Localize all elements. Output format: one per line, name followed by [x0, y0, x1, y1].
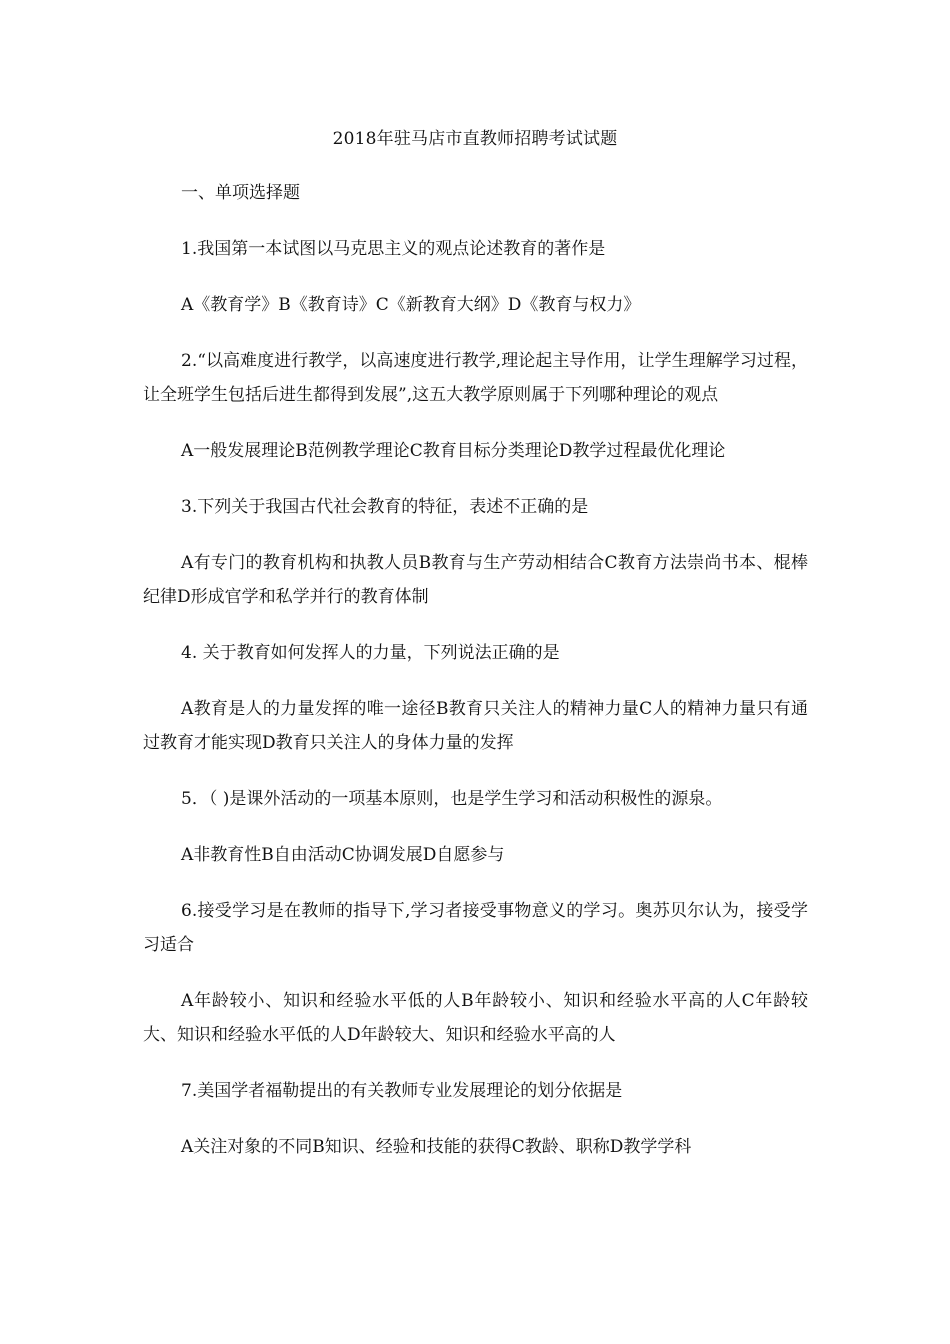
question-2: 2.“以高难度进行教学，以高速度进行教学,理论起主导作用，让学生理解学习过程，让全班学生包括后进生都得到发展”,这五大教学原则属于下列哪种理论的观点 — [143, 351, 808, 405]
options-6: A年龄较小、知识和经验水平低的人B年龄较小、知识和经验水平高的人C年龄较大、知识和经验水平低的人D年龄较大、知识和经验水平高的人 — [143, 991, 808, 1045]
document-title: 2018年驻马店市直教师招聘考试试题 — [332, 129, 618, 149]
options-5: A非教育性B自由活动C协调发展D自愿参与 — [181, 845, 505, 865]
options-1: A《教育学》B《教育诗》C《新教育大纲》D《教育与权力》 — [181, 295, 641, 315]
options-3: A有专门的教育机构和执教人员B教育与生产劳动相结合C教育方法崇尚书本、棍棒纪律D形成官学和私学并行的教育体制 — [143, 553, 808, 607]
question-7: 7.美国学者福勒提出的有关教师专业发展理论的划分依据是 — [181, 1081, 623, 1101]
options-4: A教育是人的力量发挥的唯一途径B教育只关注人的精神力量C人的精神力量只有通过教育才能实现D教育只关注人的身体力量的发挥 — [143, 699, 808, 753]
question-3: 3.下列关于我国古代社会教育的特征，表述不正确的是 — [181, 497, 589, 517]
options-2: A一般发展理论B范例教学理论C教育目标分类理论D教学过程最优化理论 — [181, 441, 726, 461]
options-7: A关注对象的不同B知识、经验和技能的获得C教龄、职称D教学学科 — [181, 1137, 692, 1157]
section-heading: 一、单项选择题 — [181, 183, 300, 203]
question-4: 4. 关于教育如何发挥人的力量，下列说法正确的是 — [181, 643, 560, 663]
question-6: 6.接受学习是在教师的指导下,学习者接受事物意义的学习。奥苏贝尔认为，接受学习适合 — [143, 901, 808, 955]
question-5: 5．（ )是课外活动的一项基本原则，也是学生学习和活动积极性的源泉。 — [181, 789, 723, 809]
document-body — [143, 176, 808, 1186]
question-1: 1.我国第一本试图以马克思主义的观点论述教育的著作是 — [181, 239, 606, 259]
